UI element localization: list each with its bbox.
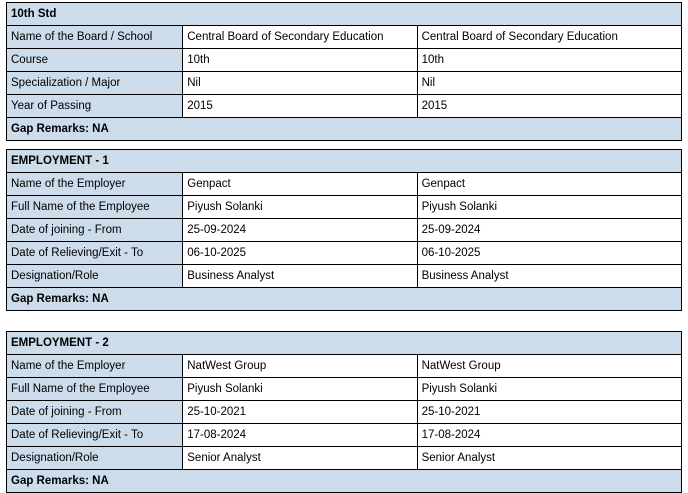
row-label: Year of Passing bbox=[7, 95, 183, 118]
section-title: EMPLOYMENT - 2 bbox=[7, 332, 682, 355]
row-label: Specialization / Major bbox=[7, 72, 183, 95]
row-value-2: Piyush Solanki bbox=[417, 378, 681, 401]
employment-2-table bbox=[6, 331, 682, 493]
table-row bbox=[7, 265, 682, 288]
row-label: Designation/Role bbox=[7, 447, 183, 470]
employment-1-table bbox=[6, 149, 682, 311]
table-row bbox=[7, 26, 682, 49]
table-row bbox=[7, 95, 682, 118]
table-row bbox=[7, 49, 682, 72]
education-10th-table bbox=[6, 2, 682, 141]
row-label: Name of the Board / School bbox=[7, 26, 183, 49]
table-row bbox=[7, 378, 682, 401]
row-value-2: 25-10-2021 bbox=[417, 401, 681, 424]
table-row-header bbox=[7, 332, 682, 355]
table-row bbox=[7, 219, 682, 242]
row-value-1: Nil bbox=[183, 72, 417, 95]
row-value-2: Senior Analyst bbox=[417, 447, 681, 470]
table-row bbox=[7, 196, 682, 219]
row-value-2: 2015 bbox=[417, 95, 681, 118]
table-row-header bbox=[7, 3, 682, 26]
table-row bbox=[7, 401, 682, 424]
row-value-2: Central Board of Secondary Education bbox=[417, 26, 681, 49]
section-employment-1 bbox=[6, 149, 682, 305]
row-label: Date of Relieving/Exit - To bbox=[7, 242, 183, 265]
row-value-2: 17-08-2024 bbox=[417, 424, 681, 447]
row-value-2: 06-10-2025 bbox=[417, 242, 681, 265]
section-education-10th bbox=[6, 2, 682, 135]
row-value-2: Genpact bbox=[417, 173, 681, 196]
row-value-1: 17-08-2024 bbox=[183, 424, 417, 447]
row-value-2: Business Analyst bbox=[417, 265, 681, 288]
row-value-1: 25-10-2021 bbox=[183, 401, 417, 424]
section-title: 10th Std bbox=[7, 3, 682, 26]
gap-remarks: Gap Remarks: NA bbox=[7, 118, 682, 141]
row-label: Name of the Employer bbox=[7, 173, 183, 196]
row-value-1: NatWest Group bbox=[183, 355, 417, 378]
table-row bbox=[7, 72, 682, 95]
table-row-gap bbox=[7, 118, 682, 141]
table-row-header bbox=[7, 150, 682, 173]
row-label: Full Name of the Employee bbox=[7, 196, 183, 219]
row-value-2: 25-09-2024 bbox=[417, 219, 681, 242]
row-value-1: 25-09-2024 bbox=[183, 219, 417, 242]
row-value-1: Central Board of Secondary Education bbox=[183, 26, 417, 49]
table-row-gap bbox=[7, 288, 682, 311]
section-employment-2 bbox=[6, 331, 682, 487]
row-label: Date of joining - From bbox=[7, 219, 183, 242]
row-value-2: 10th bbox=[417, 49, 681, 72]
row-value-1: 06-10-2025 bbox=[183, 242, 417, 265]
table-row bbox=[7, 447, 682, 470]
table-row bbox=[7, 242, 682, 265]
gap-remarks: Gap Remarks: NA bbox=[7, 288, 682, 311]
row-value-1: Business Analyst bbox=[183, 265, 417, 288]
row-value-1: Senior Analyst bbox=[183, 447, 417, 470]
row-label: Date of Relieving/Exit - To bbox=[7, 424, 183, 447]
row-value-1: Piyush Solanki bbox=[183, 196, 417, 219]
row-label: Full Name of the Employee bbox=[7, 378, 183, 401]
table-row bbox=[7, 355, 682, 378]
row-value-1: Piyush Solanki bbox=[183, 378, 417, 401]
row-value-1: Genpact bbox=[183, 173, 417, 196]
row-value-1: 10th bbox=[183, 49, 417, 72]
row-value-1: 2015 bbox=[183, 95, 417, 118]
row-value-2: Piyush Solanki bbox=[417, 196, 681, 219]
table-row bbox=[7, 424, 682, 447]
section-title: EMPLOYMENT - 1 bbox=[7, 150, 682, 173]
table-row-gap bbox=[7, 470, 682, 493]
row-label: Name of the Employer bbox=[7, 355, 183, 378]
gap-remarks: Gap Remarks: NA bbox=[7, 470, 682, 493]
row-label: Designation/Role bbox=[7, 265, 183, 288]
row-value-2: Nil bbox=[417, 72, 681, 95]
row-value-2: NatWest Group bbox=[417, 355, 681, 378]
row-label: Date of joining - From bbox=[7, 401, 183, 424]
table-row bbox=[7, 173, 682, 196]
row-label: Course bbox=[7, 49, 183, 72]
